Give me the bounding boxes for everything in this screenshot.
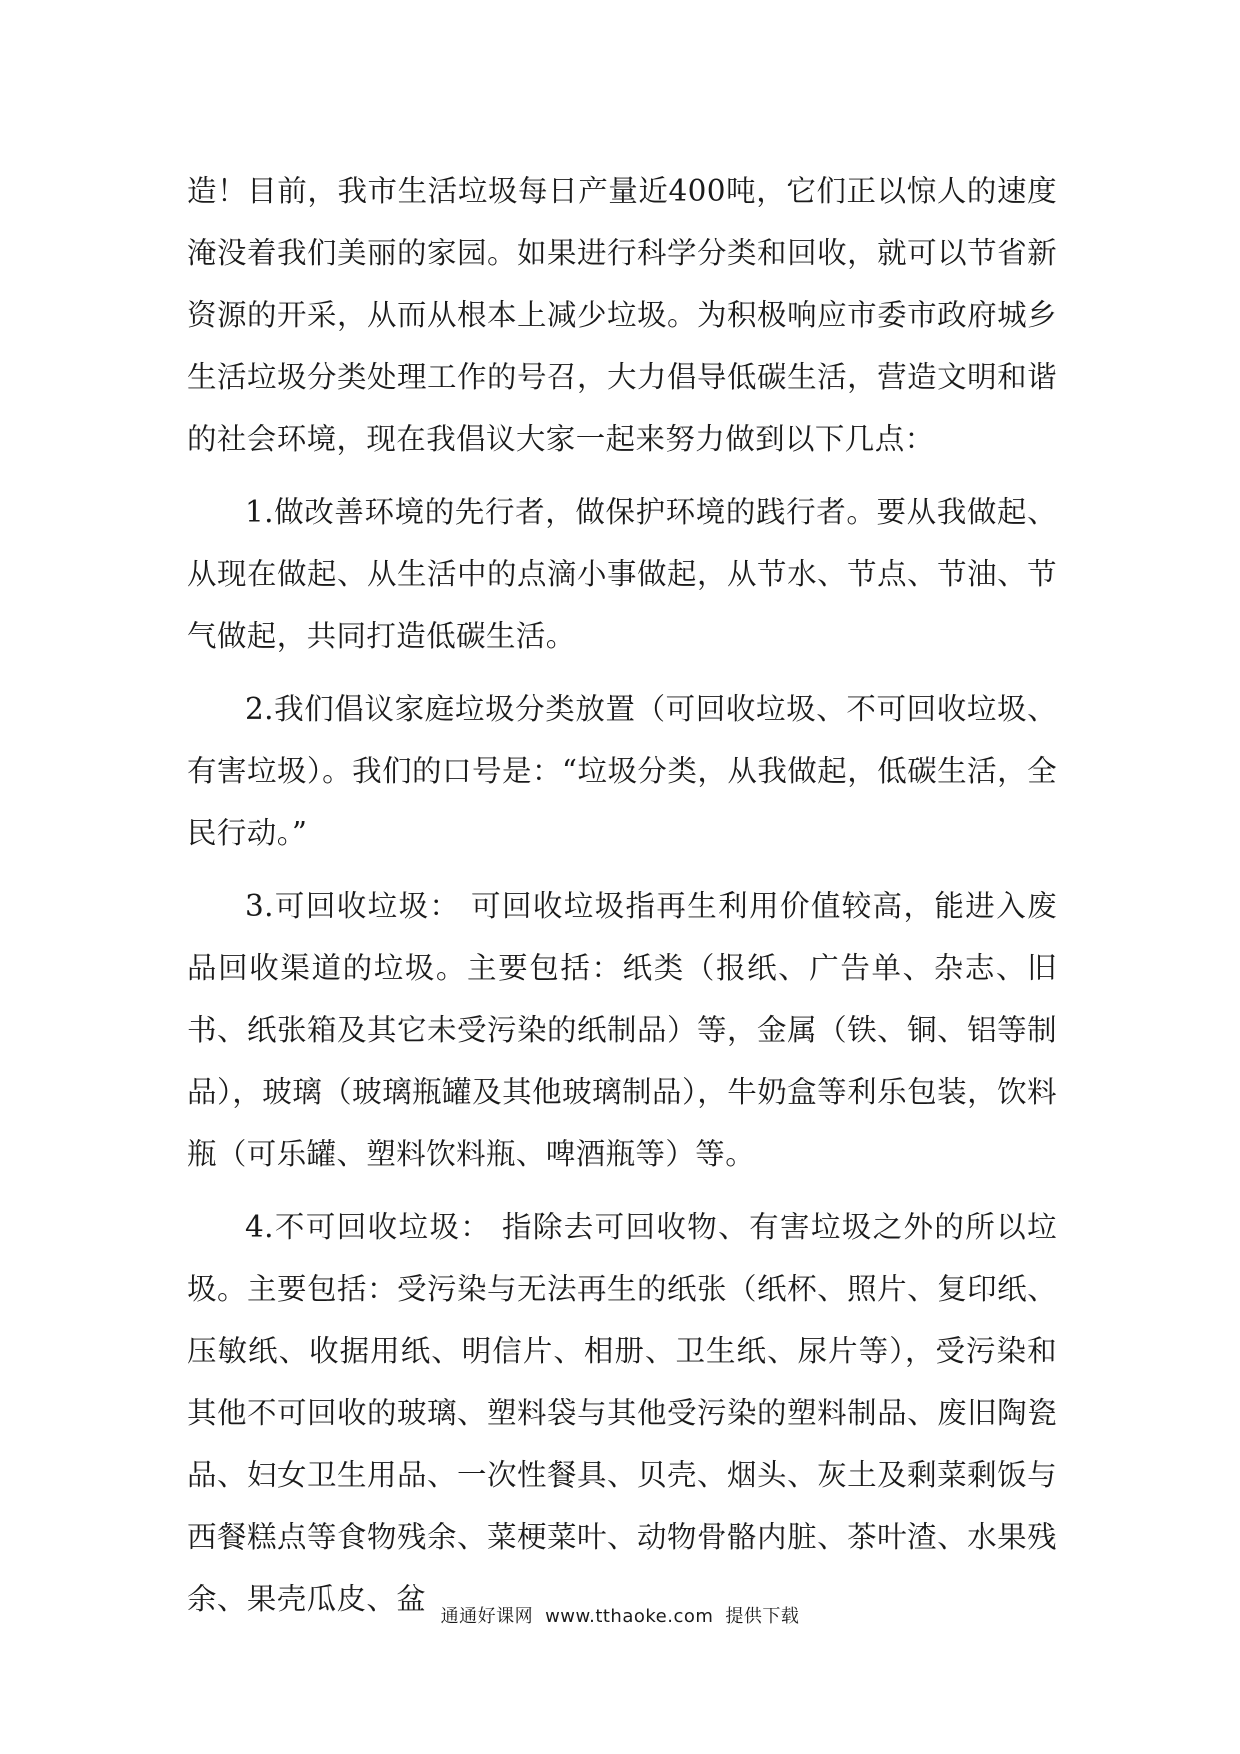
document-body [187,160,1057,1630]
paragraph-item-2: 2.我们倡议家庭垃圾分类放置（可回收垃圾、不可回收垃圾、有害垃圾）。我们的口号是：“垃圾分类，从我做起，低碳生活，全民行动。” [187,692,1057,850]
footer-url[interactable]: www.tthaoke.com [545,1606,714,1627]
footer-site-name: 通通好课网 [440,1606,534,1627]
paragraph-intro: 造！目前，我市生活垃圾每日产量近400吨，它们正以惊人的速度淹没着我们美丽的家园。如果进行科学分类和回收，就可以节省新资源的开采，从而从根本上减少垃圾。为积极响应市委市政府城乡生活垃圾分类处理工作的号召，大力倡导低碳生活，营造文明和谐的社会环境，现在我倡议大家一起来努力做到以下几点： [187,174,1057,456]
paragraph-item-1: 1.做改善环境的先行者，做保护环境的践行者。要从我做起、从现在做起、从生活中的点滴小事做起，从节水、节点、节油、节气做起，共同打造低碳生活。 [187,495,1057,653]
page-footer [0,1602,1240,1628]
paragraph-item-4: 4.不可回收垃圾： 指除去可回收物、有害垃圾之外的所以垃圾。主要包括：受污染与无法再生的纸张（纸杯、照片、复印纸、压敏纸、收据用纸、明信片、相册、卫生纸、尿片等），受污染和其他不可回收的玻璃、塑料袋与其他受污染的塑料制品、废旧陶瓷品、妇女卫生用品、一次性餐具、贝壳、烟头、灰土及剩菜剩饭与西餐糕点等食物残余、菜梗菜叶、动物骨骼内脏、茶叶渣、水果残余、果壳瓜皮、盆 [187,1210,1057,1616]
paragraph-item-3: 3.可回收垃圾： 可回收垃圾指再生利用价值较高，能进入废品回收渠道的垃圾。主要包括：纸类（报纸、广告单、杂志、旧书、纸张箱及其它未受污染的纸制品）等，金属（铁、铜、铝等制品），玻璃（玻璃瓶罐及其他玻璃制品），牛奶盒等利乐包装，饮料瓶（可乐罐、塑料饮料瓶、啤酒瓶等）等。 [187,889,1057,1171]
footer-tagline: 提供下载 [725,1606,800,1627]
